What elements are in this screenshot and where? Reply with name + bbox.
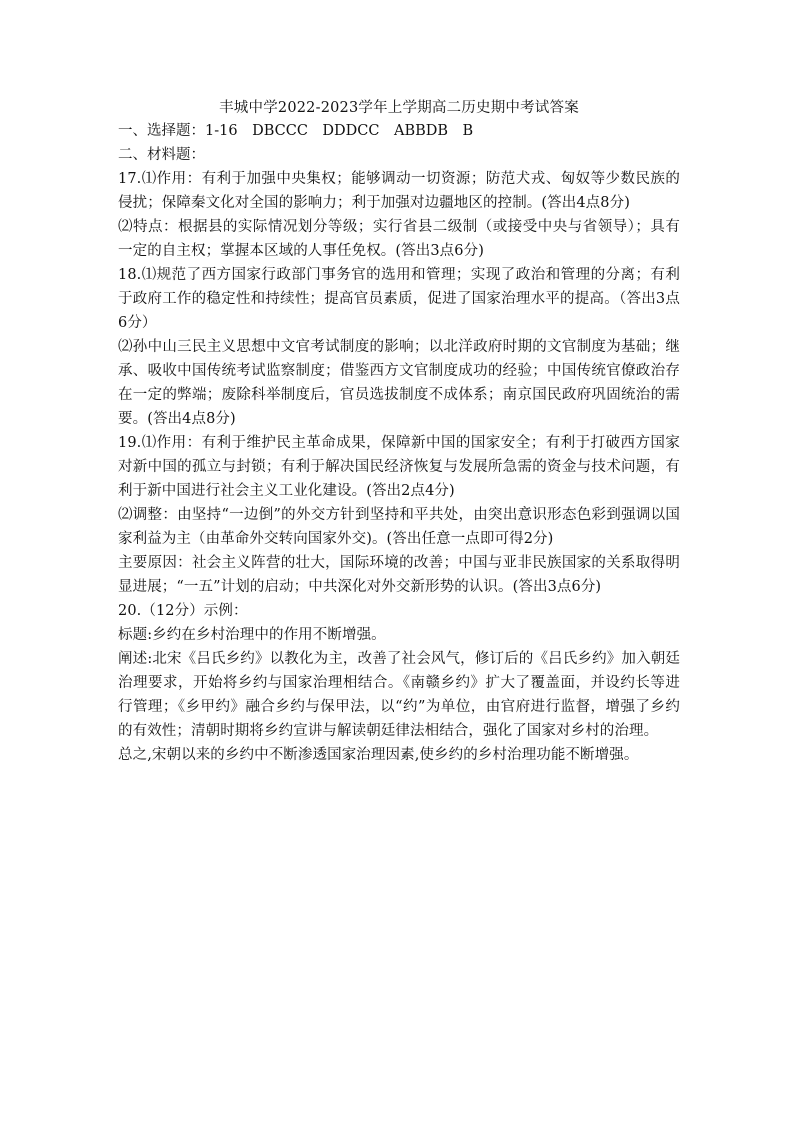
q20-conclusion: 总之,宋朝以来的乡约中不断渗透国家治理因素,使乡约的乡村治理功能不断增强。 (118, 747, 639, 763)
q20-heading: 20.（12分）示例： (118, 603, 248, 619)
q20-title: 标题:乡约在乡村治理中的作用不断增强。 (118, 627, 386, 643)
choice-answers: 一、选择题：1-16 DBCCC DDDCC ABBDB B (118, 123, 474, 139)
answer-sheet (118, 98, 680, 767)
q18-part1: 18.⑴规范了西方国家行政部门事务官的选用和管理；实现了政治和管理的分离；有利于政府工作的稳定性和持续性；提高官员素质，促进了国家治理水平的提高。（答出3点6分） (118, 267, 680, 331)
material-heading: 二、材料题： (118, 147, 205, 163)
q17-part2: ⑵特点：根据县的实际情况划分等级；实行省县二级制（或接受中央与省领导）；具有一定的自主权；掌握本区域的人事任免权。(答出3点6分) (118, 219, 680, 259)
q18-part2: ⑵孙中山三民主义思想中文官考试制度的影响；以北洋政府时期的文官制度为基础；继承、吸收中国传统考试监察制度；借鉴西方文官制度成功的经验；中国传统官僚政治存在一定的弊端；废除科举制度后，官员选拔制度不成体系；南京国民政府巩固统治的需要。(答出4点8分) (118, 339, 680, 427)
q20-body: 阐述:北宋《吕氏乡约》以教化为主，改善了社会风气，修订后的《吕氏乡约》加入朝廷治理要求，开始将乡约与国家治理相结合。《南赣乡约》扩大了覆盖面，并设约长等进行管理；《乡甲约》融合乡约与保甲法，以“约”为单位，由官府进行监督，增强了乡约的有效性；清朝时期将乡约宣讲与解读朝廷律法相结合，强化了国家对乡村的治理。 (118, 651, 680, 739)
q19-part2: ⑵调整：由坚持“一边倒”的外交方针到坚持和平共处，由突出意识形态色彩到强调以国家利益为主（由革命外交转向国家外交)。(答出任意一点即可得2分) (118, 507, 680, 547)
q17-part1: 17.⑴作用：有利于加强中央集权；能够调动一切资源；防范犬戎、匈奴等少数民族的侵扰；保障秦文化对全国的影响力；利于加强对边疆地区的控制。(答出4点8分) (118, 171, 680, 211)
q19-part1: 19.⑴作用：有利于维护民主革命成果，保障新中国的国家安全；有利于打破西方国家对新中国的孤立与封锁；有利于解决国民经济恢复与发展所急需的资金与技术问题，有利于新中国进行社会主义工业化建设。(答出2点4分) (118, 435, 680, 499)
page-title: 丰城中学2022-2023学年上学期高二历史期中考试答案 (219, 100, 579, 116)
q19-part3: 主要原因：社会主义阵营的壮大，国际环境的改善；中国与亚非民族国家的关系取得明显进展；“一五”计划的启动；中共深化对外交新形势的认识。(答出3点6分) (118, 555, 680, 595)
